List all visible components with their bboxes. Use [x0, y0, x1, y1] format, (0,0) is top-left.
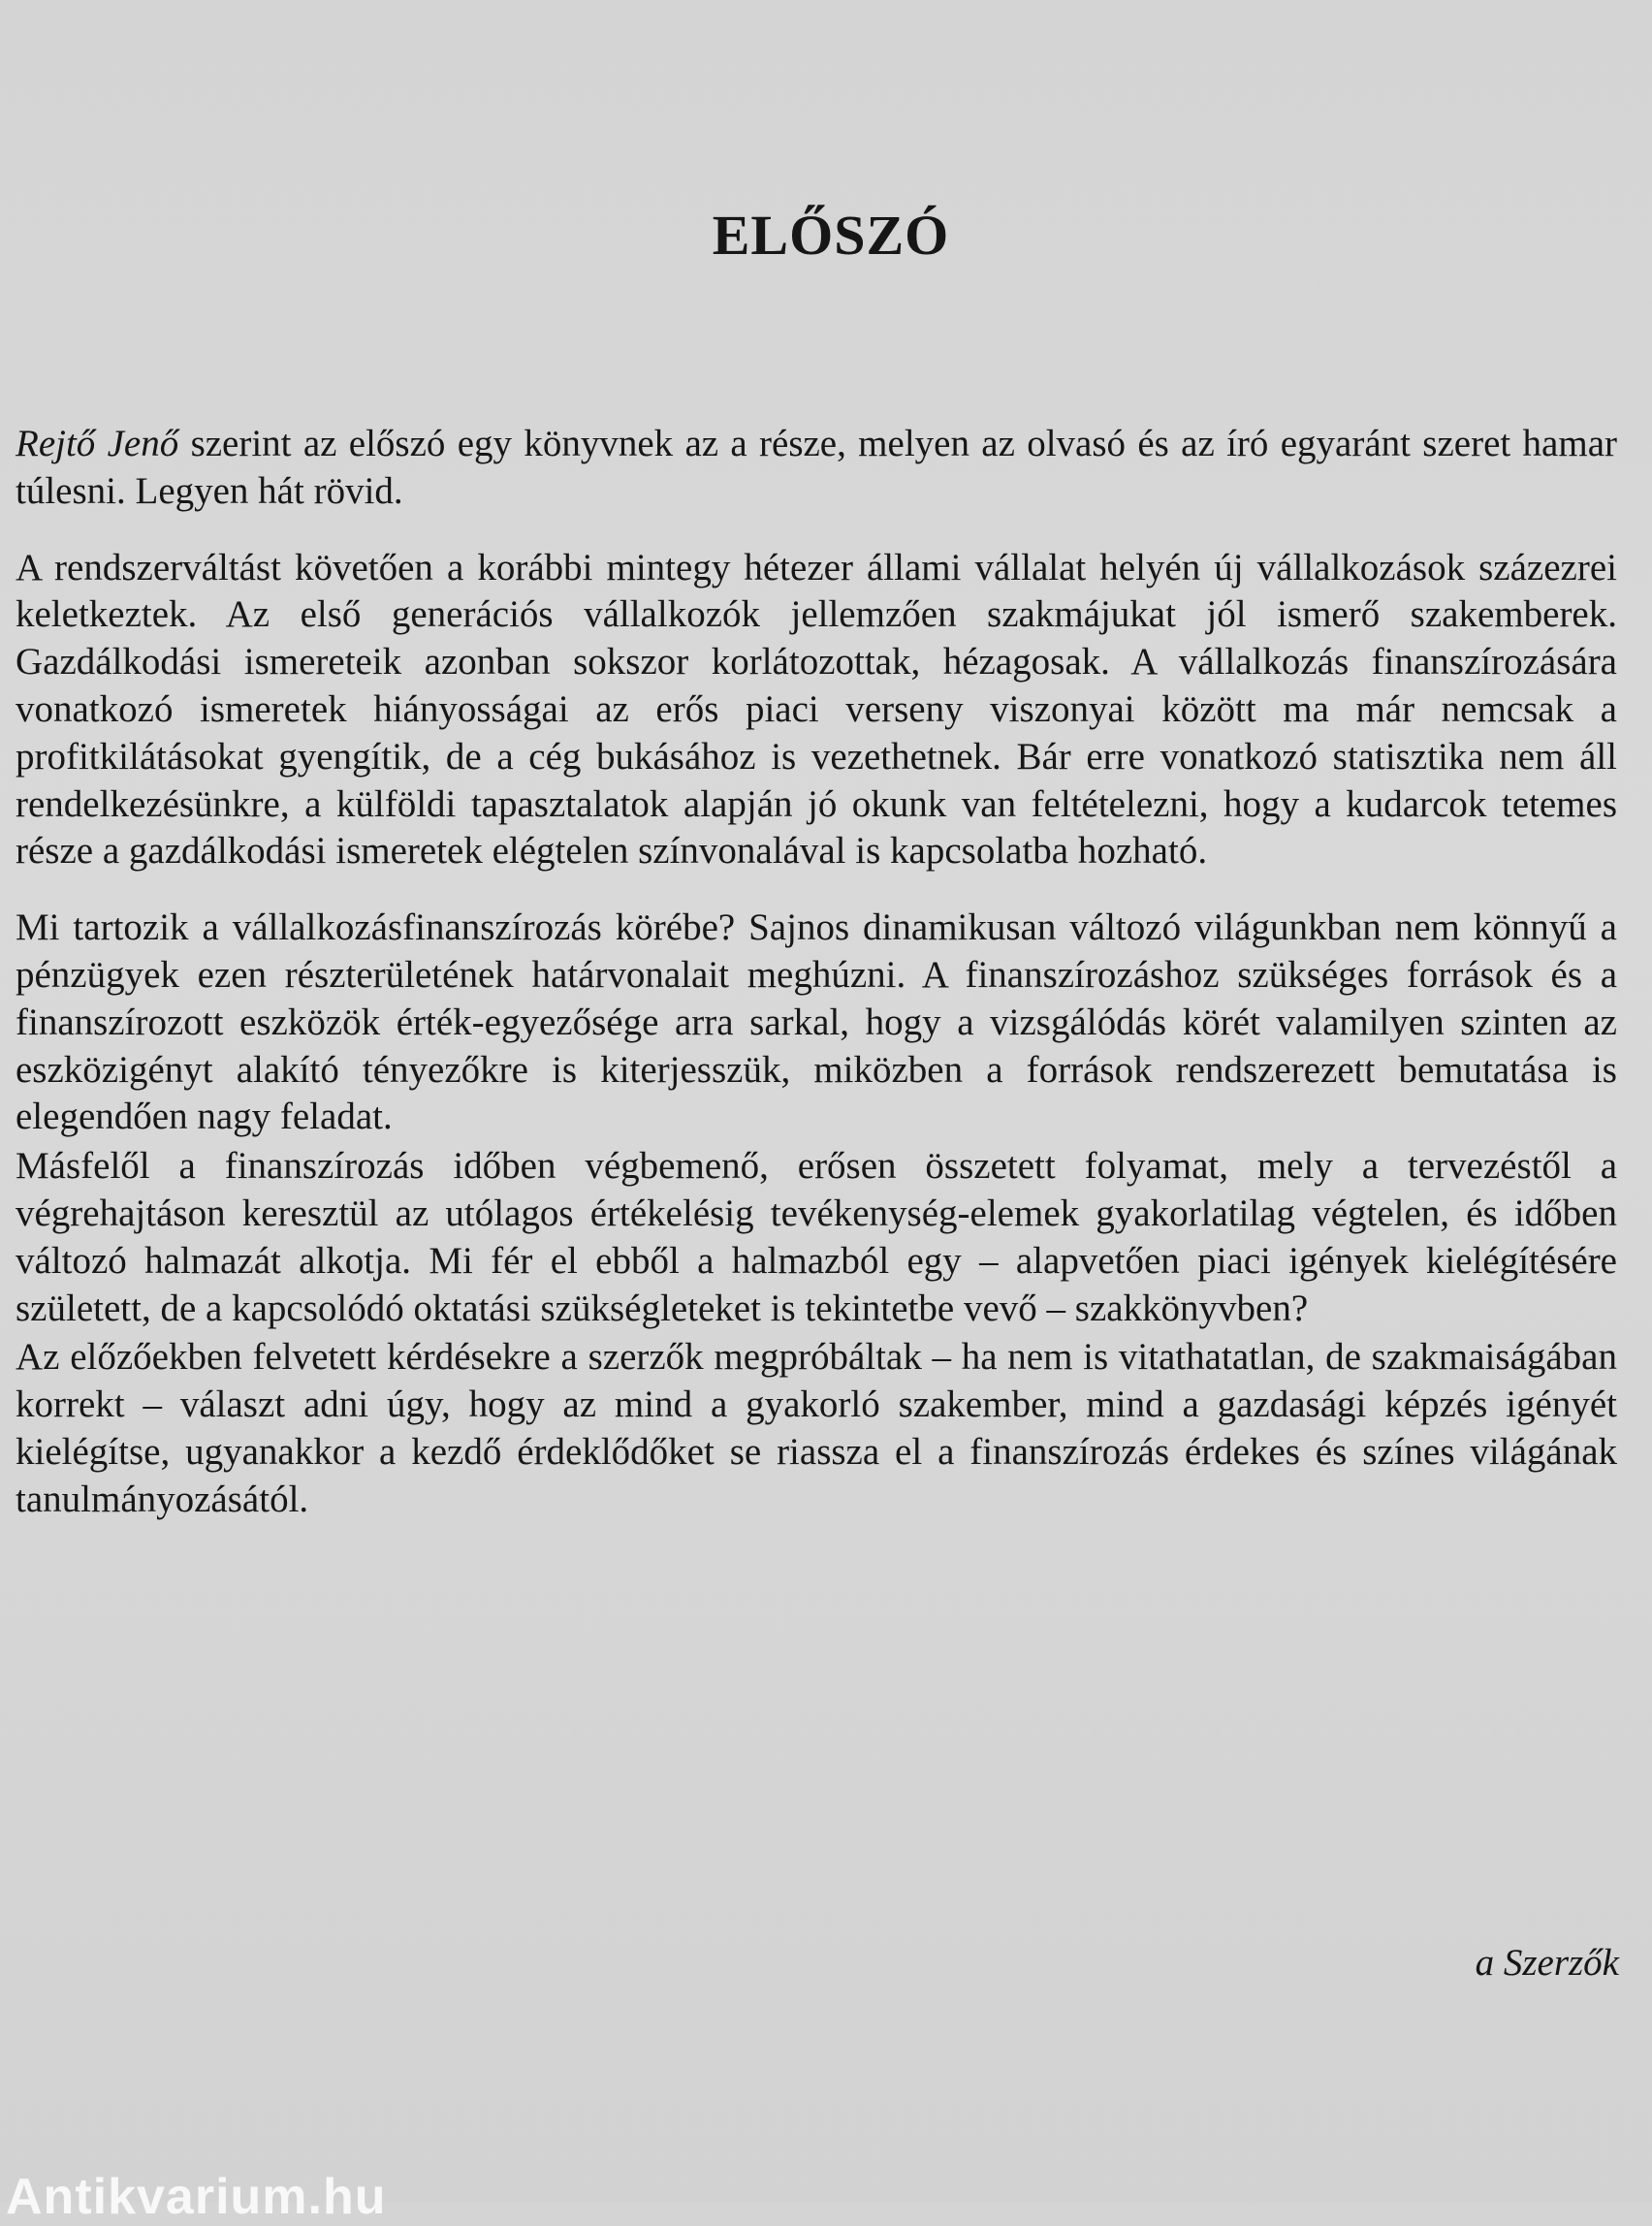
intro-paragraph: [16, 421, 1617, 516]
paragraph-1: A rendszerváltást követően a korábbi mintegy hétezer állami vállalat helyén új vállalkozások százezrei keletkeztek. Az első generációs vállalkozók jellemzően szakmájukat jól ismerő szakemberek. Gazdálkodási ismereteik azonban sokszor korlátozottak, hézagosak. A vállalkozás finanszírozására vonatkozó ismeretek hiányosságai az erős piaci verseny viszonyai között ma már nemcsak a profitkilátásokat gyengítik, de a cég bukásához is vezethetnek. Bár erre vonatkozó statisztika nem áll rendelkezésünkre, a külföldi tapasztalatok alapján jó okunk van feltételezni, hogy a kudarcok tetemes része a gazdálkodási ismeretek elégtelen színvonalával is kapcsolatba hozható.: [16, 546, 1617, 873]
paragraph-3: Másfelől a finanszírozás időben végbemenő, erősen összetett folyamat, mely a tervezéstől a végrehajtáson keresztül az utólagos értékelésig tevékenység-elemek gyakorlatilag végtelen, és időben változó halmazát alkotja. Mi fér el ebből a halmazból egy – alapvetően piaci igények kielégítésére született, de a kapcsolódó oktatási szükségleteket is tekintetbe vevő – szakkönyvben?: [16, 1145, 1617, 1329]
preface-body: [16, 421, 1617, 1524]
watermark-logo: Antikvarium.hu: [6, 2169, 387, 2225]
author-name: Rejtő Jenő: [16, 423, 179, 464]
paragraph-2: Mi tartozik a vállalkozásfinanszírozás körébe? Sajnos dinamikusan változó világunkban nem könnyű a pénzügyek ezen részterületének határvonalait meghúzni. A finanszírozáshoz szükséges források és a finanszírozott eszközök érték-egyezősége arra sarkal, hogy a vizsgálódás körét valamilyen szinten az eszközigényt alakító tényezőkre is kiterjesszük, miközben a források rendszerezett bemutatása is elegendően nagy feladat.: [16, 906, 1617, 1138]
signature: a Szerzők: [1475, 1942, 1619, 1984]
intro-text: szerint az előszó egy könyvnek az a része, melyen az olvasó és az író egyaránt szeret hamar túlesni. Legyen hát rövid.: [16, 423, 1617, 512]
paragraph-4: Az előzőekben felvetett kérdésekre a szerzők megpróbáltak – ha nem is vitathatatlan, de szakmaiságában korrekt – választ adni úgy, hogy az mind a gyakorló szakember, mind a gazdasági képzés igényét kielégítse, ugyanakkor a kezdő érdeklődőket se riassza el a finanszírozás érdekes és színes világának tanulmányozásától.: [16, 1336, 1617, 1520]
page-title: ELŐSZÓ: [712, 204, 950, 267]
